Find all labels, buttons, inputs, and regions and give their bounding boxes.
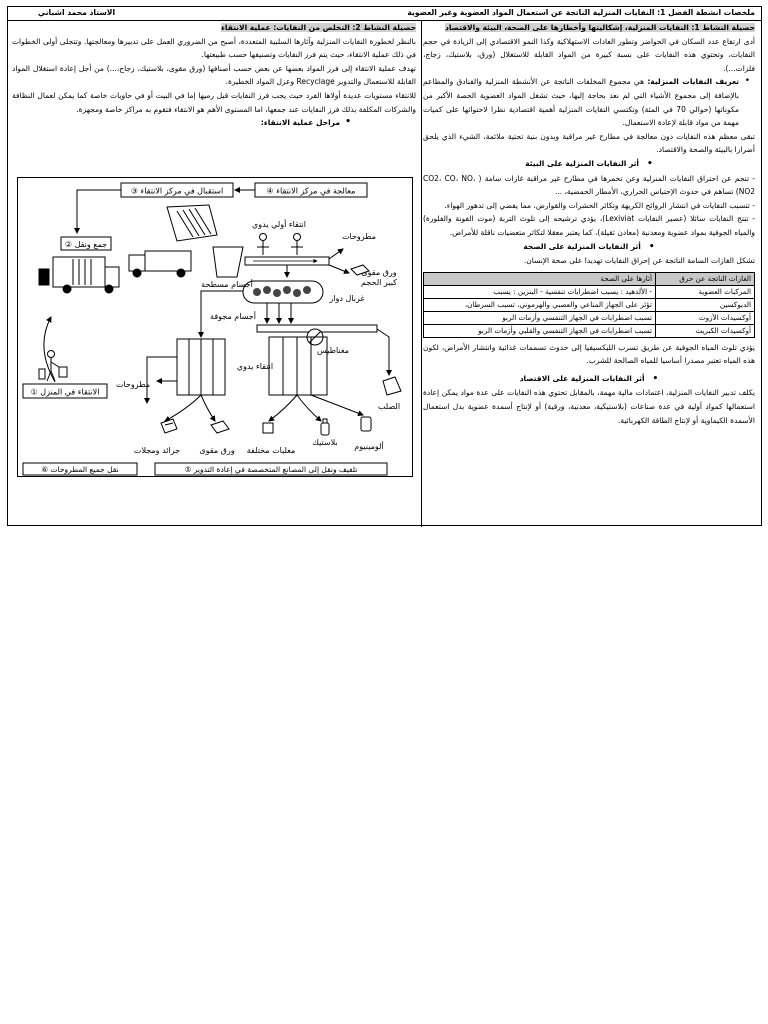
activity2-p1: بالنظر لخطورة النفايات المنزلية وآثارها السلبية المتعددة، أصبح من الضروري العمل على تدبيرها ومعالجتها. وتتجلى أولى الخطوات في ذلك عملية الانتقاء، حيث يتم فرز النفايات وتصنيفها حسب طبيعتها. xyxy=(12,36,416,60)
summary-sheet xyxy=(7,6,762,526)
large-cardboard-label-a: ورق مقوى xyxy=(361,268,397,277)
definition-paragraph xyxy=(423,75,755,129)
table-cell: تسبب اضطرابات في الجهاز التنفسي والقلبي وأزمات الربو xyxy=(424,324,656,337)
table-cell: المركبات العضوية xyxy=(656,285,755,298)
magnets-label: مغناطيس xyxy=(317,346,349,355)
step5-label: ⑤ تلفيف ونقل إلى المصانع المتخصصة في إعادة التدوير xyxy=(184,465,358,474)
health-after: يؤدي تلوث المياه الجوفية عن طريق تسرب الليكسيفيا إلى حدوث تسممات غذائية وانتشار الأمراض، لكون هذه المياه تعتبر مصدرا أساسيا للمياه الصالحة للشرب. xyxy=(423,342,755,366)
health-heading: • أثر النفايات المنزلية على الصحة xyxy=(423,240,755,255)
env-point-2: - تتسبب النفايات في انتشار الروائح الكريهة وتكاثر الحشرات والقوارض، مما يفضي إلى تدهور الهواء. xyxy=(444,200,755,210)
sorting-diagram xyxy=(17,177,413,477)
step1-label: ① الانتقاء في المنزل xyxy=(30,387,100,397)
rotary-screen-label: غربال دوار xyxy=(329,294,365,303)
rejects-label: مطروحات xyxy=(341,232,377,241)
activity2-p3: للانتقاء مستويات عديدة أولاها الفرد حيث يجب فرز النفايات قبل رميها إما في البيت أو في حاويات خاصة كما يمكن لعمال النظافة والشركات المكلفة بذلك فرز النفايات عند جمعها، اما المستوى الأهم هو الانتقاء فتقوم به مراكز خاصة ومجهزة. xyxy=(12,90,416,114)
mixed-packaging-label: معلبات مختلفة xyxy=(246,446,296,455)
hollow-bodies-label: أجسام مجوفة xyxy=(210,312,256,321)
manual-sort2-label: انتقاء يدوي xyxy=(236,362,274,371)
large-cardboard-label-b: كبير الحجم xyxy=(361,278,397,287)
table-cell: الديوكسين xyxy=(656,298,755,311)
table-header-row xyxy=(424,272,755,285)
right-column xyxy=(423,21,755,427)
econ-heading: • أثر النفايات المنزلية على الاقتصاد xyxy=(423,372,755,387)
activity1-heading: حصيلة النشاط 1: النفايات المنزلية، إشكاليتها وأخطارها على الصحة، البيئة والاقتصاد xyxy=(445,23,755,32)
table-cell: - الألدهيد : يسبب اضطرابات تنفسية - البنزين : يسبب xyxy=(424,285,656,298)
table-row xyxy=(424,324,755,337)
table-header: الغازات الناتجة عن حرق xyxy=(656,272,755,285)
table-header: أثارها على الصحة xyxy=(424,272,656,285)
health-intro: تشكل الغازات السامة الناتجة عن إحراق النفايات تهديدا على صحة الإنسان. xyxy=(523,256,755,266)
table-cell: أوكسيدات الكبريت xyxy=(656,324,755,337)
econ-text: يكلف تدبير النفايات المنزلية، اعتمادات مالية مهمة، بالمقابل تحتوي هذه النفايات على عدة مواد يمكن إعادة استعمالها كمواد أولية في عدة صناعات (بلاستيكية، معدنية، ورقية) أو لإنتاج أسمدة عضوية بدل استعمال الأسمدة الكيماوية أو لإنتاج الطاقة الكهربائية. xyxy=(423,388,755,425)
aluminium-can-icon xyxy=(361,417,371,431)
table-row xyxy=(424,298,755,311)
step2-label: ② جمع ونقل xyxy=(64,240,108,249)
step3-label: ③ استقبال في مركز الانتقاء xyxy=(130,186,224,196)
table-cell: أوكسيدات الآزوت xyxy=(656,311,755,324)
author-name: الاستاذ محمد اشباني xyxy=(38,8,116,17)
header-title: ملخصات انشطة الفصل 1: النفايات المنزلية الناتجة عن استعمال المواد العضوية وغير العضوية xyxy=(407,8,755,17)
steel-label: الصلب xyxy=(377,402,401,411)
plastic-label: بلاستيك xyxy=(312,438,338,447)
definition-followup: تبقى معظم هذه النفايات دون معالجة في مطارح غير مراقبة وبدون بنية تحتية ملائمة، الشيء الذي يلحق أضرارا بالبيئة والصحة والاقتصاد. xyxy=(423,131,755,155)
packaging-icon xyxy=(263,423,273,433)
column-divider xyxy=(421,20,422,527)
step6-label: ⑥ نقل جميع المطروحات xyxy=(41,465,119,474)
rejects2-label: مطروحات xyxy=(115,380,151,389)
table-cell: تؤثر على الجهاز المناعي والعصبي والهرموني، تسبب السرطان، xyxy=(424,298,656,311)
table-row xyxy=(424,311,755,324)
rotary-screen xyxy=(243,281,323,303)
env-heading: • أثر النفايات المنزلية على البيئة xyxy=(423,157,755,172)
definition-text: هي مجموع المخلفات الناتجة عن الأنشطة المنزلية والفنادق والمطاعم بالإضافة إلى مجموع الأشياء التي لم نعد بحاجة إليها، حيث تشغل المواد العضوية الحصة الأكبر من مكوناتها (حوالي 70 في المئة) وتكتسي النفايات المنزلية أهمية اقتصادية نظرا لاحتوائها على كميات مهمة من مواد قابلة لإعادة الاستعمال. xyxy=(423,77,739,128)
newspapers-label: جرائد ومجلات xyxy=(133,446,181,455)
table-cell: تسبب اضطرابات في الجهاز التنفسي وأزمات الربو xyxy=(424,311,656,324)
activity2-heading: حصيلة النشاط 2: التخلص من النفايات: عملية الانتقاء xyxy=(221,23,416,32)
definition-label: تعريف النفايات المنزلية: xyxy=(647,77,739,87)
stages-label: • مراحل عملية الانتقاء: xyxy=(12,116,356,130)
step4-label: ④ معالجة في مركز الانتقاء xyxy=(266,186,356,196)
activity2-p2: تهدف عملية الانتقاء إلى فرز المواد بعضها عن بعض حسب أصنافها (ورق مقوى، بلاستيك، زجاج،...) من أجل إعادة استغلال المواد القابلة للاستعمال والتدوير Recyclage وعزل المواد الخطيرة. xyxy=(12,63,416,87)
aluminium-label: ألومينيوم xyxy=(354,442,384,451)
activity1-intro: أدى ارتفاع عدد السكان في الحواضر وتطور العادات الاستهلاكية وكذا النمو الاقتصادي إلى الزيادة في حجم النفايات، وتحتوي هذه النفايات على نسبة كبيرة من المواد القابلة للاستغلال (ورق، بلاستيك، زجاج، فلزات...). xyxy=(423,36,755,73)
table-row xyxy=(424,285,755,298)
header-bar xyxy=(8,7,761,21)
manual-sort-label: انتقاء أولي يدوي xyxy=(252,220,306,229)
left-column xyxy=(12,21,416,130)
env-point-1: - تنجم عن احتراق النفايات المنزلية وعن تخمرها في مطارح غير مراقبة غازات سامة ( CO2، CO، NO، NO2) تساهم في حدوث الإحتباس الحراري، الأمطار الحمضية، ... xyxy=(423,173,755,197)
cardboard-label: ورق مقوى xyxy=(199,446,235,455)
env-point-3: - تنتج النفايات سائلا (عصير النفايات Lexiviat)، يؤدي ترشيحه إلى تلوث التربة (موت الفونة والفلورة) والمياه الجوفية بمواد عضوية ومعدنية (معادن ثقيلة)، كما يعتبر معقلا لتكاثر متعضيات ناقلة للأمراض. xyxy=(423,214,755,237)
gases-table xyxy=(423,272,755,338)
flat-bodies-label: أجسام مسطحة xyxy=(201,280,253,289)
